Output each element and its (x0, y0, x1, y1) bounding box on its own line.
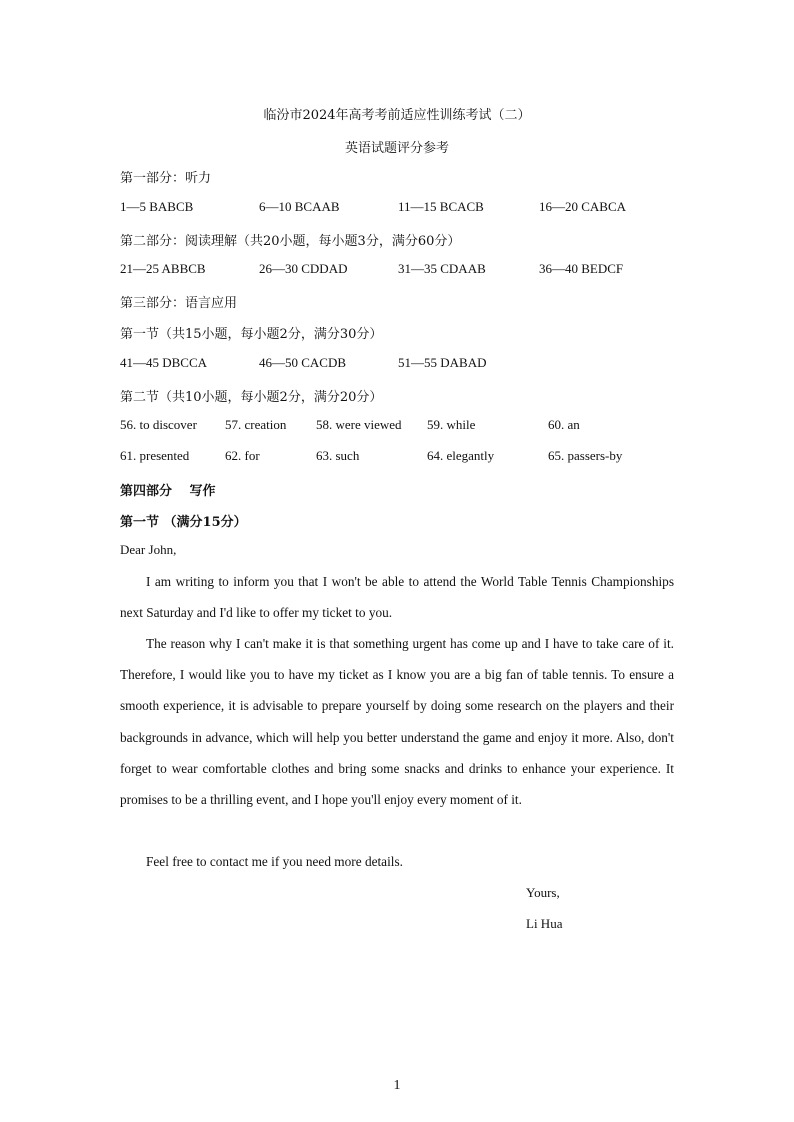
part3-heading: 第三部分：语言应用 (120, 296, 238, 311)
part3-section1-heading: 第一节（共15小题，每小题2分，满分30分） (120, 327, 383, 342)
answer-item: 60. an (548, 417, 580, 432)
answer-item: 59. while (427, 417, 476, 432)
page-number: 1 (393, 1078, 401, 1093)
answer-group: 36—40 BEDCF (539, 261, 624, 276)
answer-group: 51—55 DABAD (398, 355, 487, 370)
answer-group: 31—35 CDAAB (398, 261, 486, 276)
answer-item: 65. passers-by (548, 448, 623, 463)
part2-heading: 第二部分：阅读理解（共20小题，每小题3分，满分60分） (120, 234, 461, 249)
answer-item: 63. such (316, 448, 360, 463)
answer-group: 21—25 ABBCB (120, 261, 206, 276)
document-subtitle: 英语试题评分参考 (344, 141, 449, 156)
part3-section2-heading: 第二节（共10小题，每小题2分，满分20分） (120, 390, 383, 405)
answer-item: 57. creation (225, 417, 287, 432)
answer-group: 26—30 CDDAD (259, 261, 348, 276)
answer-item: 61. presented (120, 448, 190, 463)
letter-salutation: Dear John, (120, 542, 177, 557)
part4-section1-heading: 第一节 （满分15分） (120, 515, 247, 530)
answer-group: 16—20 CABCA (539, 199, 627, 214)
answer-group: 6—10 BCAAB (259, 199, 340, 214)
answer-group: 11—15 BCACB (398, 199, 484, 214)
part1-heading: 第一部分：听力 (120, 171, 212, 186)
letter-closing: Yours, (526, 885, 560, 900)
letter-paragraph: Feel free to contact me if you need more details. (146, 854, 403, 869)
answer-group: 41—45 DBCCA (120, 355, 208, 370)
part4-heading: 第四部分 写作 (120, 484, 216, 499)
letter-signature: Li Hua (526, 916, 563, 931)
answer-item: 56. to discover (120, 417, 197, 432)
answer-item: 64. elegantly (427, 448, 495, 463)
answer-item: 62. for (225, 448, 260, 463)
letter-paragraph: The reason why I can't make it is that something urgent has come up and I have to take care of it. Therefore, I would like you to have my ticket as I know you are a big fan of table tennis. To ensure a smooth experience, it is advisable to prepare yourself by doing some research on the players and their backgrounds in advance, which will help you better understand the game and enjoy it more. Also, don't forget to wear comfortable clothes and bring some snacks and drinks to enhance your experience. It promises to be a thrilling event, and I hope you'll enjoy every moment of it. (120, 636, 674, 808)
letter-paragraph: I am writing to inform you that I won't be able to attend the World Table Tennis Championships next Saturday and I'd like to offer my ticket to you. (120, 574, 674, 621)
answer-group: 1—5 BABCB (120, 199, 194, 214)
answer-item: 58. were viewed (316, 417, 402, 432)
document-title: 临汾市2024年高考考前适应性训练考试（二） (263, 108, 531, 123)
answer-group: 46—50 CACDB (259, 355, 347, 370)
